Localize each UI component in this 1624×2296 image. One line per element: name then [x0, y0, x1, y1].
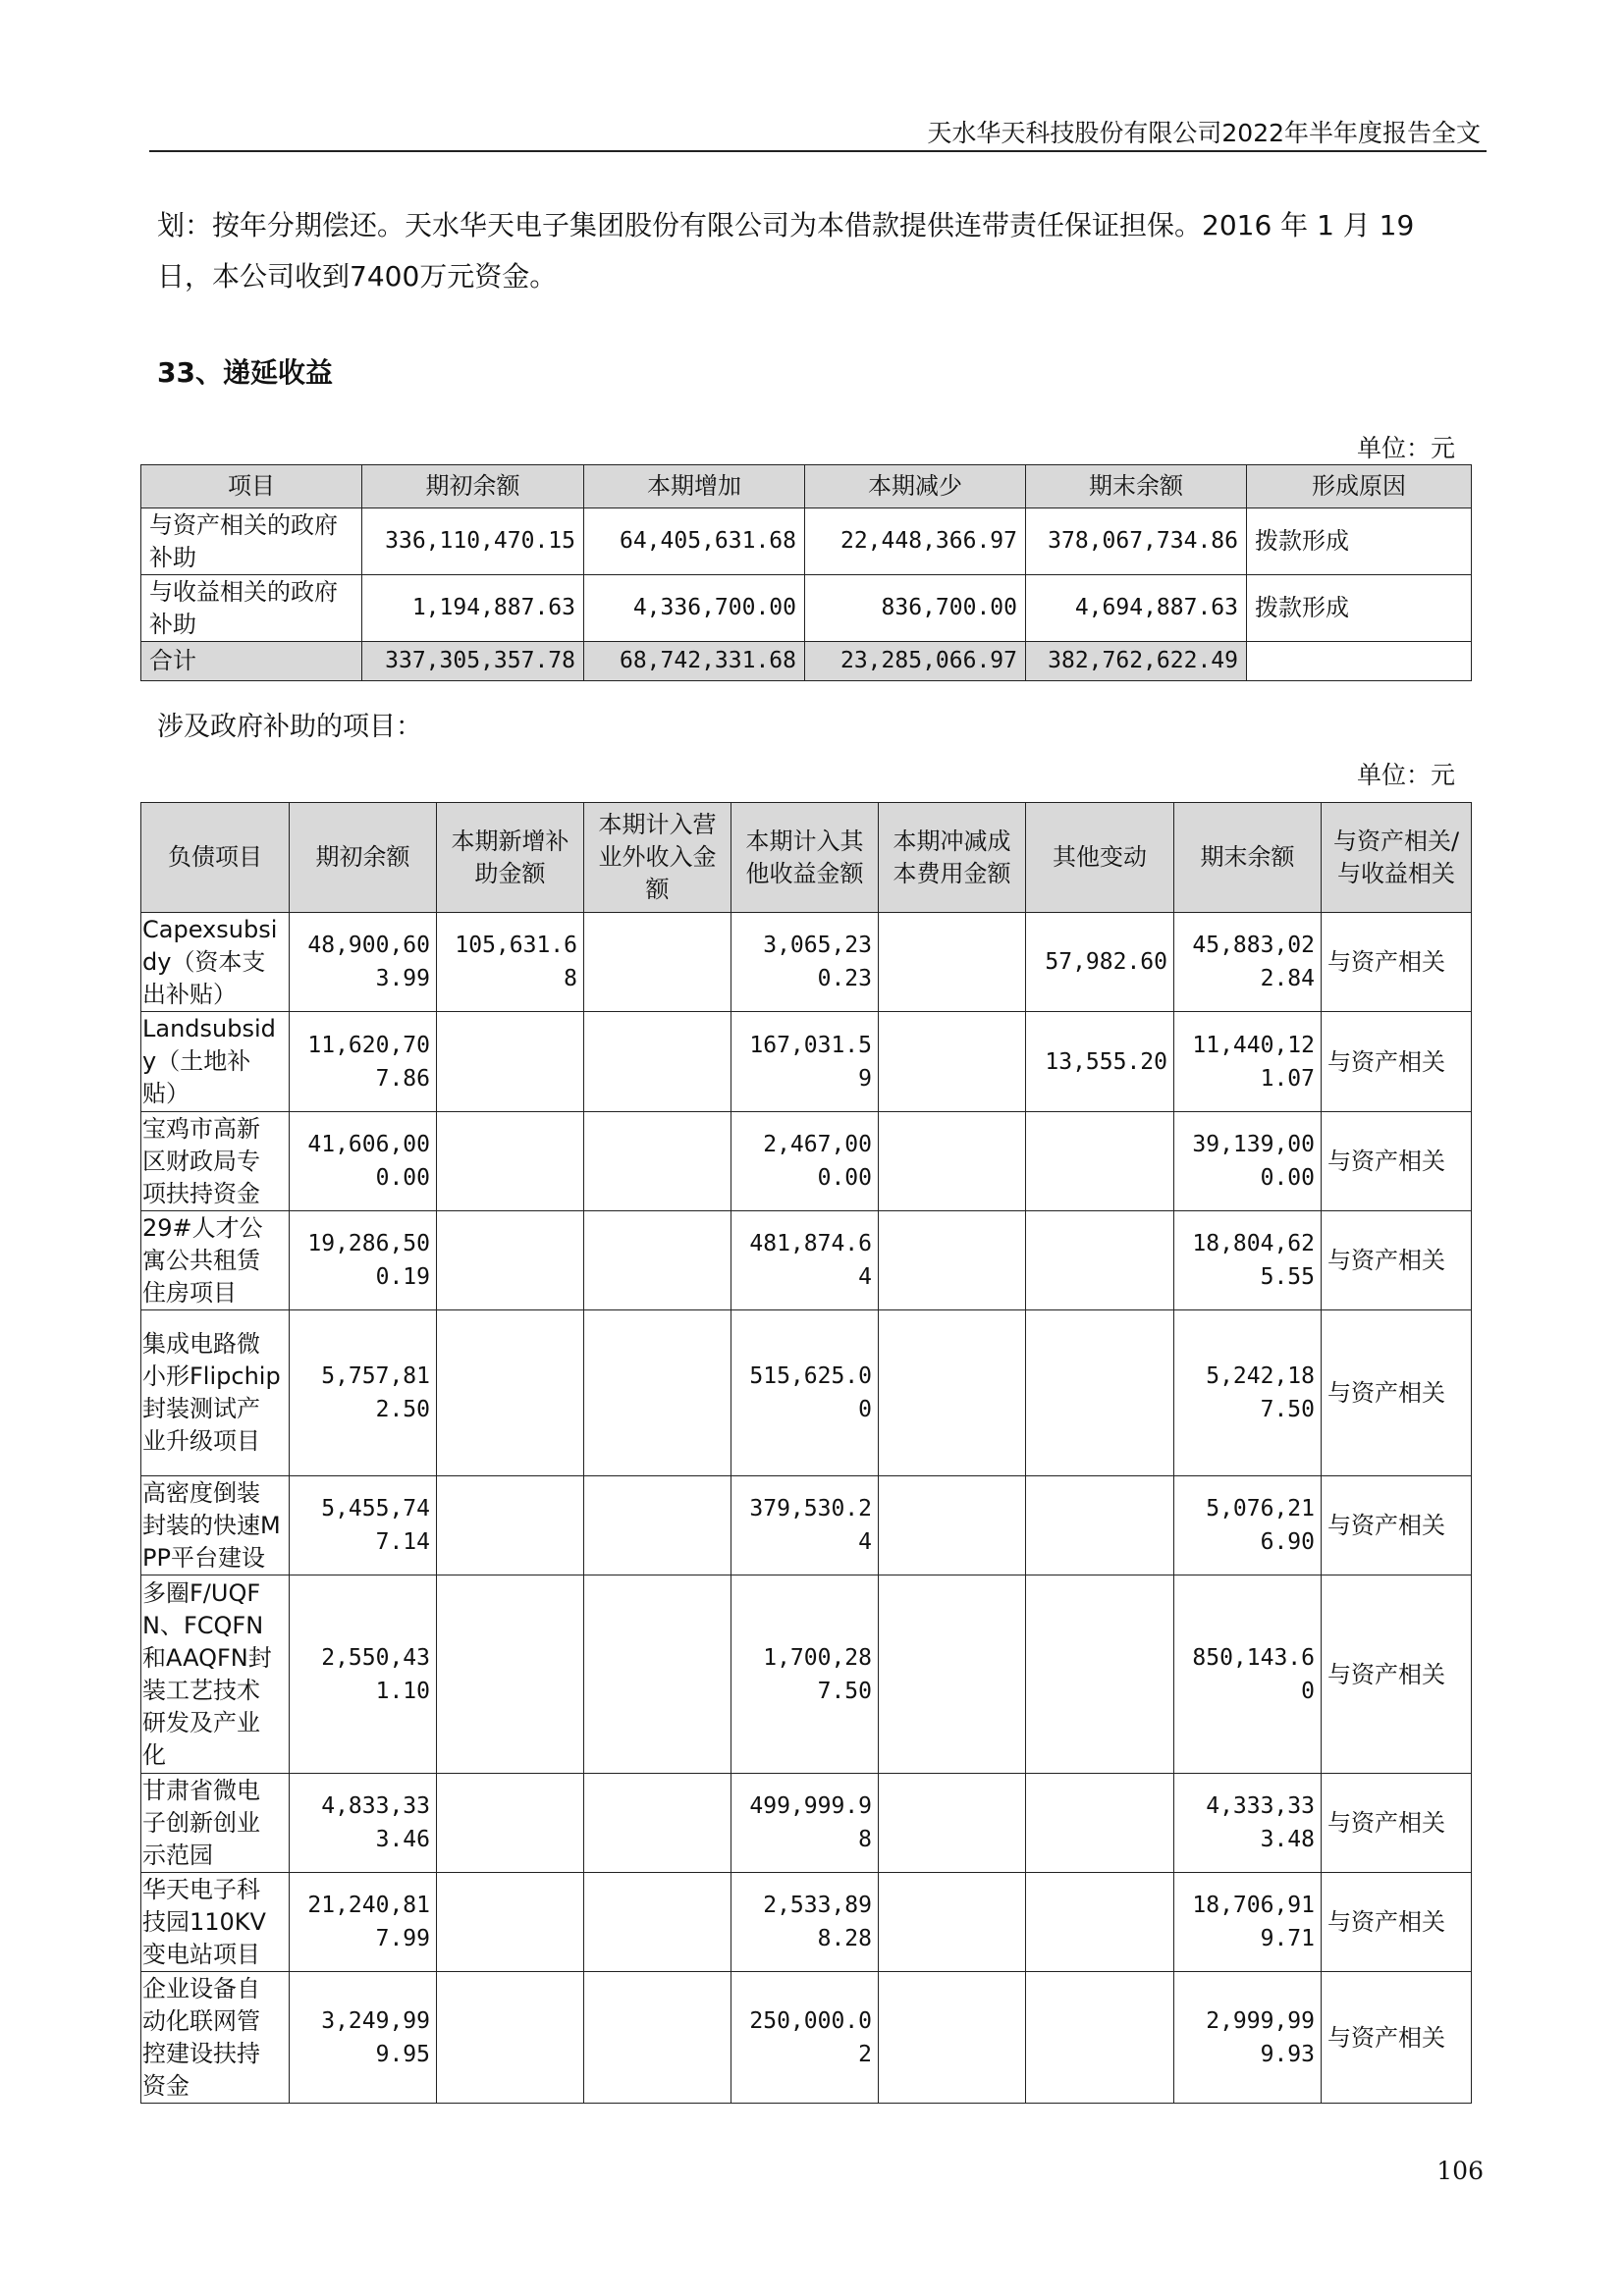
cell-other-change	[1026, 1211, 1174, 1310]
table-row	[141, 575, 1472, 642]
table-row	[141, 1012, 1472, 1112]
cell-nature: 与资产相关	[1322, 1310, 1472, 1476]
paragraph-line-2: 日，本公司收到7400万元资金。	[157, 260, 558, 293]
table-row	[141, 1575, 1472, 1774]
cell-new-grant	[437, 1012, 584, 1112]
cell-other-income: 167,031.59	[731, 1012, 879, 1112]
cell-nonoperating	[584, 1310, 731, 1476]
cell-reason: 拨款形成	[1247, 508, 1472, 575]
col-header-nature: 与资产相关/与收益相关	[1322, 803, 1472, 913]
cell-other-income: 379,530.24	[731, 1476, 879, 1575]
cell-item: 华天电子科技园110KV变电站项目	[141, 1873, 290, 1972]
cell-other-income: 499,999.98	[731, 1774, 879, 1873]
cell-closing: 39,139,000.00	[1174, 1112, 1322, 1211]
cell-other-income: 3,065,230.23	[731, 913, 879, 1012]
col-header-opening: 期初余额	[290, 803, 437, 913]
table-row	[141, 1310, 1472, 1476]
cell-closing: 5,242,187.50	[1174, 1310, 1322, 1476]
cell-new-grant	[437, 1211, 584, 1310]
cell-nature: 与资产相关	[1322, 913, 1472, 1012]
cell-opening: 5,455,747.14	[290, 1476, 437, 1575]
cell-closing: 45,883,022.84	[1174, 913, 1322, 1012]
cell-nonoperating	[584, 913, 731, 1012]
cell-closing: 11,440,121.07	[1174, 1012, 1322, 1112]
cell-cost-offset	[879, 1211, 1026, 1310]
cell-new-grant	[437, 1575, 584, 1774]
cell-nonoperating	[584, 1575, 731, 1774]
cell-closing: 18,804,625.55	[1174, 1211, 1322, 1310]
cell-opening: 21,240,817.99	[290, 1873, 437, 1972]
cell-item: 多圈F/UQFN、FCQFN和AAQFN封装工艺技术研发及产业化	[141, 1575, 290, 1774]
cell-nature: 与资产相关	[1322, 1575, 1472, 1774]
cell-opening: 1,194,887.63	[362, 575, 584, 642]
table-row	[141, 1774, 1472, 1873]
cell-new-grant	[437, 1476, 584, 1575]
header-divider	[149, 150, 1487, 152]
cell-opening: 11,620,707.86	[290, 1012, 437, 1112]
cell-nonoperating	[584, 1774, 731, 1873]
cell-item: 集成电路微小形Flipchip封装测试产业升级项目	[141, 1310, 290, 1476]
cell-new-grant: 105,631.68	[437, 913, 584, 1012]
cell-nonoperating	[584, 1012, 731, 1112]
cell-decrease: 22,448,366.97	[805, 508, 1026, 575]
col-header-new-grant: 本期新增补助金额	[437, 803, 584, 913]
table-total-row	[141, 642, 1472, 681]
cell-closing: 5,076,216.90	[1174, 1476, 1322, 1575]
cell-closing: 18,706,919.71	[1174, 1873, 1322, 1972]
subheading: 涉及政府补助的项目：	[157, 712, 422, 742]
cell-cost-offset	[879, 1310, 1026, 1476]
cell-item: Landsubsidy（土地补贴）	[141, 1012, 290, 1112]
table-row	[141, 1873, 1472, 1972]
cell-nonoperating	[584, 1476, 731, 1575]
col-header-item: 负债项目	[141, 803, 290, 913]
cell-increase: 64,405,631.68	[584, 508, 805, 575]
cell-other-change	[1026, 1112, 1174, 1211]
cell-opening: 2,550,431.10	[290, 1575, 437, 1774]
deferred-income-table	[140, 464, 1472, 681]
cell-reason	[1247, 642, 1472, 681]
table-row	[141, 1972, 1472, 2104]
table-row	[141, 913, 1472, 1012]
cell-nature: 与资产相关	[1322, 1476, 1472, 1575]
unit-label-2: 单位：元	[1356, 761, 1455, 789]
table-row	[141, 1112, 1472, 1211]
cell-cost-offset	[879, 1012, 1026, 1112]
cell-other-change	[1026, 1774, 1174, 1873]
table-row	[141, 508, 1472, 575]
cell-increase: 68,742,331.68	[584, 642, 805, 681]
cell-cost-offset	[879, 1774, 1026, 1873]
unit-label-1: 单位：元	[1356, 434, 1455, 462]
cell-nonoperating	[584, 1972, 731, 2104]
cell-other-change	[1026, 1873, 1174, 1972]
cell-decrease: 23,285,066.97	[805, 642, 1026, 681]
cell-cost-offset	[879, 913, 1026, 1012]
cell-increase: 4,336,700.00	[584, 575, 805, 642]
cell-item: 合计	[141, 642, 362, 681]
cell-cost-offset	[879, 1112, 1026, 1211]
cell-closing: 382,762,622.49	[1026, 642, 1247, 681]
col-header-other-income: 本期计入其他收益金额	[731, 803, 879, 913]
cell-other-change	[1026, 1972, 1174, 2104]
cell-reason: 拨款形成	[1247, 575, 1472, 642]
cell-other-income: 2,467,000.00	[731, 1112, 879, 1211]
paragraph-line-1: 划：按年分期偿还。天水华天电子集团股份有限公司为本借款提供连带责任保证担保。2016 年 1 月 19	[157, 209, 1415, 241]
cell-nature: 与资产相关	[1322, 1774, 1472, 1873]
cell-nonoperating	[584, 1112, 731, 1211]
cell-other-change: 57,982.60	[1026, 913, 1174, 1012]
cell-item: 宝鸡市高新区财政局专项扶持资金	[141, 1112, 290, 1211]
cell-cost-offset	[879, 1575, 1026, 1774]
col-header-other-change: 其他变动	[1026, 803, 1174, 913]
cell-new-grant	[437, 1310, 584, 1476]
cell-new-grant	[437, 1873, 584, 1972]
cell-opening: 3,249,999.95	[290, 1972, 437, 2104]
cell-opening: 41,606,000.00	[290, 1112, 437, 1211]
cell-other-change: 13,555.20	[1026, 1012, 1174, 1112]
cell-other-change	[1026, 1575, 1174, 1774]
table-row	[141, 1211, 1472, 1310]
cell-closing: 378,067,734.86	[1026, 508, 1247, 575]
cell-item: 高密度倒装封装的快速MPP平台建设	[141, 1476, 290, 1575]
cell-closing: 2,999,999.93	[1174, 1972, 1322, 2104]
cell-nonoperating	[584, 1211, 731, 1310]
col-header-increase: 本期增加	[584, 465, 805, 508]
cell-other-change	[1026, 1310, 1174, 1476]
cell-nature: 与资产相关	[1322, 1112, 1472, 1211]
cell-other-change	[1026, 1476, 1174, 1575]
cell-closing: 850,143.60	[1174, 1575, 1322, 1774]
cell-other-income: 481,874.64	[731, 1211, 879, 1310]
cell-nature: 与资产相关	[1322, 1873, 1472, 1972]
col-header-reason: 形成原因	[1247, 465, 1472, 508]
cell-opening: 5,757,812.50	[290, 1310, 437, 1476]
cell-item: Capexsubsidy（资本支出补贴）	[141, 913, 290, 1012]
cell-opening: 336,110,470.15	[362, 508, 584, 575]
col-header-cost-offset: 本期冲减成本费用金额	[879, 803, 1026, 913]
table-header-row	[141, 803, 1472, 913]
cell-nature: 与资产相关	[1322, 1012, 1472, 1112]
cell-nature: 与资产相关	[1322, 1211, 1472, 1310]
cell-opening: 19,286,500.19	[290, 1211, 437, 1310]
cell-other-income: 515,625.00	[731, 1310, 879, 1476]
table-header-row	[141, 465, 1472, 508]
cell-new-grant	[437, 1972, 584, 2104]
cell-other-income: 250,000.02	[731, 1972, 879, 2104]
cell-item: 企业设备自动化联网管控建设扶持资金	[141, 1972, 290, 2104]
government-grant-table	[140, 802, 1472, 2104]
cell-item: 与收益相关的政府补助	[141, 575, 362, 642]
cell-nature: 与资产相关	[1322, 1972, 1472, 2104]
col-header-nonoperating: 本期计入营业外收入金额	[584, 803, 731, 913]
cell-opening: 4,833,333.46	[290, 1774, 437, 1873]
cell-new-grant	[437, 1774, 584, 1873]
cell-other-income: 2,533,898.28	[731, 1873, 879, 1972]
report-header-title: 天水华天科技股份有限公司2022年半年度报告全文	[927, 119, 1481, 147]
cell-item: 29#人才公寓公共租赁住房项目	[141, 1211, 290, 1310]
section-title: 33、递延收益	[157, 356, 333, 389]
cell-cost-offset	[879, 1972, 1026, 2104]
cell-closing: 4,694,887.63	[1026, 575, 1247, 642]
cell-closing: 4,333,333.48	[1174, 1774, 1322, 1873]
cell-new-grant	[437, 1112, 584, 1211]
cell-other-income: 1,700,287.50	[731, 1575, 879, 1774]
cell-opening: 337,305,357.78	[362, 642, 584, 681]
col-header-item: 项目	[141, 465, 362, 508]
table-row	[141, 1476, 1472, 1575]
cell-cost-offset	[879, 1476, 1026, 1575]
col-header-closing: 期末余额	[1174, 803, 1322, 913]
page-number: 106	[1436, 2157, 1484, 2185]
cell-cost-offset	[879, 1873, 1026, 1972]
cell-nonoperating	[584, 1873, 731, 1972]
cell-decrease: 836,700.00	[805, 575, 1026, 642]
col-header-opening: 期初余额	[362, 465, 584, 508]
cell-item: 与资产相关的政府补助	[141, 508, 362, 575]
col-header-decrease: 本期减少	[805, 465, 1026, 508]
cell-opening: 48,900,603.99	[290, 913, 437, 1012]
cell-item: 甘肃省微电子创新创业示范园	[141, 1774, 290, 1873]
col-header-closing: 期末余额	[1026, 465, 1247, 508]
